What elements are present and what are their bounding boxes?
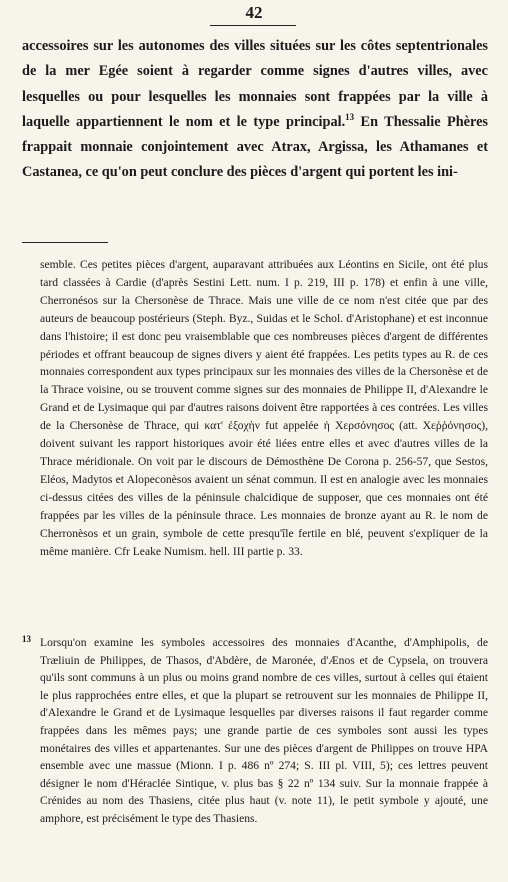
footnote-continuation: semble. Ces petites pièces d'argent, auparavant attribuées aux Léontins en Sicile, ont été plus tard classées à Cardie (d'après Sestini Lett. num. I p. 219, III p. 178) et enfin à une ville, Cherronésos sur la Chersonèse de Thrace. Mais une ville de ce nom n'est citée que par des auteurs de beaucoup postérieurs (Steph. Byz., Suidas et le Schol. d'Aristophane) et est inconnue dans l'histoire; il est donc peu vraisemblable que ces nombreuses pièces d'argent de différentes périodes et offrant beaucoup de signes divers y aient été frappées. Les petits types au R. de ces monnaies correspondent aux types principaux sur les monnaies des villes de la Chersonèse et de la Thrace voisine, ou se trouvent comme signes sur des monnaies de Philippe II, d'Alexandre le Grand et de Lysimaque qui par d'autres raisons doivent être rapportées à ces contrées. Les villes de la Chersonèse de Thrace, qui κατ' ἐξοχὴν fut appelée ἡ Χερσόνησος (att. Χεῤῥόνησος), doivent suivant les rapport historiques avoir été liées entre elles et avec d'autres villes de la Thrace méridionale. On voit par le discours de Démosthène De Corona p. 256-57, que Sestos, Eléos, Madytos et Alopeconèsos avaient un sénat commun. Il est en analogie avec les monnaies ci-dessus citées des villes de la péninsule chalcidique de supposer, que ces monnaies ont été frappées par les villes de la péninsule thrace. Les monnaies de bronze ayant au R. le nom de Cherronèsos et un grain, symbole de cette presqu'île fertile en blé, peuvent s'expliquer de la même manière. Cfr Leake Numism. hell. III partie p. 33. [40, 258, 488, 558]
main-text-before-note: accessoires sur les autonomes des villes situées sur les côtes septentrionales de la mer Egée soient à regarder comme signes d'autres villes, avec lesquelles ou pour lesquelles les monnaies sont frappées par la ville à laquelle appartiennent le nom et le type principal. [22, 38, 488, 130]
main-text-after-note: En Thessalie Phères frappait monnaie conjointement avec Atrax, Argissa, les Athamanes et Castanea, ce qu'on peut conclure des pièces d'argent qui portent les ini- [22, 113, 488, 181]
footnote-reference-13[interactable]: 13 [345, 112, 355, 123]
main-paragraph [22, 34, 488, 186]
header-rule [210, 25, 296, 26]
footnote-13-marker: 13 [22, 634, 31, 644]
footnote-13-text: Lorsqu'on examine les symboles accessoires des monnaies d'Acanthe, d'Amphipolis, de Træliuin de Philippes, de Thasos, d'Abdère, de Maronée, d'Ænos et de Cypsela, on trouvera qu'ils sont communs à un plus ou moins grand nombre de ces villes, surtout à celles qui étaient le plus rapprochées entre elles, et que la plupart se retrouvent sur les monnaies de Philippe II, d'Alexandre le Grand et de Lysimaque lesquelles par diverses raisons il faut regarder comme frappées dans les mêmes pays; une grande partie de ces symboles sont aussi les types monétaires des villes et appartenantes. Sur une des pièces d'argent de Philippes on trouve HPA ensemble avec une massue (Mionn. I p. 486 nº 274; S. III pl. VIII, 5); ces lettres peuvent désigner le nom d'Héraclée Sintique, v. plus bas § 22 nº 134 suiv. Sur la monnaie frappée à Crénides au nom des Thasiens, citée plus haut (v. note 11), le petit symbole y ajouté, une amphore, est précisément le type des Thasiens. [40, 636, 488, 825]
footnote-13 [22, 634, 488, 828]
page-number: 42 [245, 3, 263, 22]
footnote-rule [22, 242, 108, 243]
